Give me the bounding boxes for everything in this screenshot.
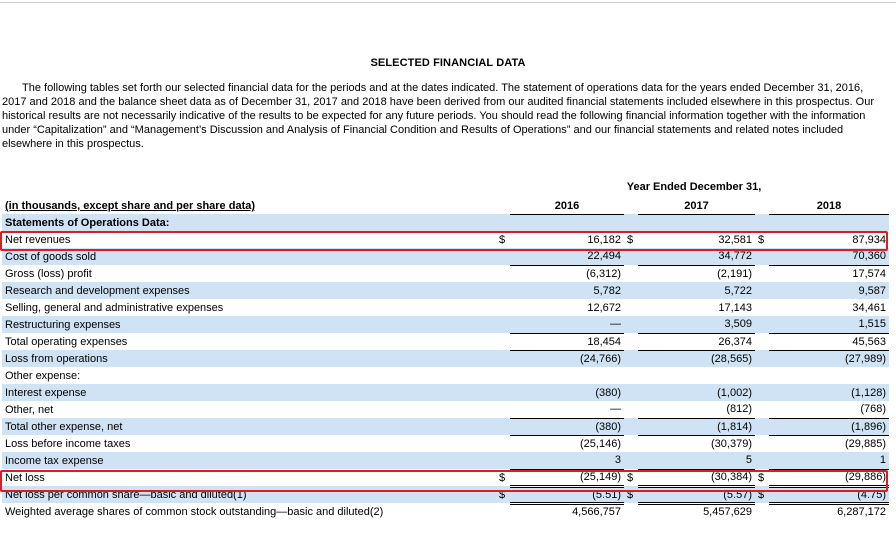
currency-symbol bbox=[624, 282, 638, 299]
currency-symbol bbox=[755, 316, 769, 333]
header-spacer bbox=[755, 198, 769, 214]
value-cell: (1,002) bbox=[638, 384, 755, 401]
row-label: Research and development expenses bbox=[2, 282, 496, 299]
value-cell: 1 bbox=[769, 452, 889, 469]
currency-symbol bbox=[755, 333, 769, 350]
value-cell: 4,566,757 bbox=[572, 506, 621, 519]
value-cell: (25,146) bbox=[510, 435, 624, 452]
value-cell: (27,989) bbox=[769, 350, 889, 367]
currency-symbol bbox=[755, 265, 769, 282]
table-row bbox=[2, 503, 889, 520]
value-cell: 87,934 bbox=[852, 233, 886, 246]
currency-symbol bbox=[624, 435, 638, 452]
row-label: Interest expense bbox=[2, 384, 496, 401]
row-label: Gross (loss) profit bbox=[5, 267, 92, 280]
value-cell bbox=[638, 367, 755, 384]
table-row bbox=[2, 350, 889, 367]
currency-symbol bbox=[496, 282, 510, 299]
currency-symbol bbox=[624, 503, 638, 520]
value-cell: 17,574 bbox=[769, 265, 889, 282]
currency-symbol bbox=[624, 384, 638, 401]
value-cell: 70,360 bbox=[769, 248, 889, 265]
value-cell: 22,494 bbox=[510, 248, 624, 265]
table-row bbox=[2, 282, 889, 299]
value-cell: (24,766) bbox=[510, 350, 624, 367]
row-label: Total other expense, net bbox=[2, 418, 496, 435]
value-cell: 16,182 bbox=[587, 233, 621, 246]
value-cell: 26,374 bbox=[638, 333, 755, 350]
value-cell: (812) bbox=[726, 403, 752, 416]
currency-symbol bbox=[496, 265, 510, 282]
financial-table bbox=[2, 198, 889, 520]
value-cell: (30,384) bbox=[638, 469, 755, 486]
value-cell bbox=[769, 367, 889, 384]
table-row bbox=[2, 231, 889, 248]
value-cell: (28,565) bbox=[638, 350, 755, 367]
value-cell: (5.57) bbox=[638, 486, 755, 503]
value-cell: 5,782 bbox=[510, 282, 624, 299]
value-cell: 45,563 bbox=[769, 333, 889, 350]
currency-symbol bbox=[755, 282, 769, 299]
value-cell: (380) bbox=[510, 384, 624, 401]
period-header: Year Ended December 31, bbox=[626, 181, 762, 193]
table-row bbox=[2, 316, 889, 333]
currency-symbol bbox=[755, 248, 769, 265]
currency-symbol bbox=[496, 248, 510, 265]
currency-symbol bbox=[624, 333, 638, 350]
currency-symbol bbox=[496, 384, 510, 401]
currency-symbol bbox=[624, 452, 638, 469]
currency-symbol bbox=[624, 401, 638, 418]
value-cell: 18,454 bbox=[510, 333, 624, 350]
year-header: 2017 bbox=[638, 198, 755, 214]
value-cell: (6,312) bbox=[510, 265, 624, 282]
header-spacer bbox=[496, 198, 510, 214]
row-label: Loss from operations bbox=[2, 350, 496, 367]
currency-symbol bbox=[755, 452, 769, 469]
table-row bbox=[2, 333, 889, 350]
currency-symbol bbox=[755, 401, 769, 418]
currency-symbol bbox=[755, 435, 769, 452]
currency-symbol: $ bbox=[499, 233, 506, 246]
currency-symbol: $ bbox=[624, 486, 638, 503]
currency-symbol bbox=[755, 418, 769, 435]
table-row bbox=[2, 299, 889, 316]
table-row bbox=[2, 367, 889, 384]
intro-paragraph-text: The following tables set forth our selected financial data for the periods and at the dates indicated. The statement of operations data for the years ended December 31, 2016, 2017 and 2018 and the balance sheet data as of December 31, 2017 and 2018 have been derived from our audited financial statements included elsewhere in this prospectus. Our historical results are not necessarily indicative of the results to be expected for any future periods. You should read the following financial information together with the information under “Capitalization” and “Management’s Discussion and Analysis of Financial Condition and Results of Operations” and our financial statements and related notes included elsewhere in this prospectus. bbox=[2, 82, 875, 150]
currency-symbol bbox=[496, 418, 510, 435]
value-cell: 9,587 bbox=[769, 282, 889, 299]
value-cell: (1,814) bbox=[638, 418, 755, 435]
currency-symbol bbox=[624, 265, 638, 282]
value-cell: (380) bbox=[510, 418, 624, 435]
value-cell: 5 bbox=[638, 452, 755, 469]
value-cell: — bbox=[610, 403, 621, 416]
currency-symbol bbox=[496, 435, 510, 452]
table-row bbox=[2, 469, 889, 486]
value-cell: (2,191) bbox=[638, 265, 755, 282]
row-label: Restructuring expenses bbox=[2, 316, 496, 333]
value-cell: 5,457,629 bbox=[703, 506, 752, 519]
row-label: Net revenues bbox=[5, 233, 71, 246]
currency-symbol bbox=[755, 299, 769, 316]
value-cell bbox=[510, 367, 624, 384]
row-label: Total operating expenses bbox=[5, 335, 128, 348]
currency-symbol bbox=[496, 401, 510, 418]
section-label: Statements of Operations Data: bbox=[2, 214, 496, 231]
intro-paragraph bbox=[2, 81, 890, 151]
value-cell: (1,128) bbox=[769, 384, 889, 401]
year-header: 2016 bbox=[510, 198, 624, 214]
table-row bbox=[2, 486, 889, 503]
table-row bbox=[2, 452, 889, 469]
table-row bbox=[2, 248, 889, 265]
value-cell: 17,143 bbox=[718, 301, 752, 314]
empty-cell bbox=[755, 214, 769, 231]
currency-symbol: $ bbox=[755, 486, 769, 503]
value-cell: 12,672 bbox=[587, 301, 621, 314]
value-cell: (29,885) bbox=[769, 435, 889, 452]
currency-symbol: $ bbox=[758, 233, 765, 246]
page-title: SELECTED FINANCIAL DATA bbox=[370, 57, 526, 69]
currency-symbol: $ bbox=[758, 471, 765, 484]
header-spacer bbox=[624, 198, 638, 214]
row-label: Income tax expense bbox=[2, 452, 496, 469]
empty-cell bbox=[510, 214, 624, 231]
currency-symbol bbox=[624, 350, 638, 367]
currency-symbol: $ bbox=[496, 486, 510, 503]
section-row bbox=[2, 214, 889, 231]
currency-symbol bbox=[755, 367, 769, 384]
value-cell: (768) bbox=[860, 403, 886, 416]
currency-symbol bbox=[496, 367, 510, 384]
value-cell: 1,515 bbox=[769, 316, 889, 333]
currency-symbol bbox=[624, 367, 638, 384]
value-cell: (5.51) bbox=[510, 486, 624, 503]
empty-cell bbox=[496, 214, 510, 231]
row-label: Weighted average shares of common stock outstanding—basic and diluted(2) bbox=[5, 505, 384, 518]
row-label: Net loss bbox=[5, 471, 45, 484]
year-header: 2018 bbox=[769, 198, 889, 214]
table-row bbox=[2, 265, 889, 282]
row-label: Cost of goods sold bbox=[2, 248, 496, 265]
empty-cell bbox=[624, 214, 638, 231]
currency-symbol bbox=[496, 503, 510, 520]
table-row bbox=[2, 384, 889, 401]
row-label: Other expense: bbox=[5, 369, 81, 382]
value-cell: 3 bbox=[510, 452, 624, 469]
value-cell: — bbox=[510, 316, 624, 333]
value-cell: (1,896) bbox=[769, 418, 889, 435]
row-label: Net loss per common share—basic and diluted(1) bbox=[2, 486, 496, 503]
value-cell: (25,149) bbox=[510, 469, 624, 486]
value-cell: 6,287,172 bbox=[837, 506, 886, 519]
currency-symbol bbox=[755, 503, 769, 520]
row-label: Selling, general and administrative expenses bbox=[5, 301, 224, 314]
value-cell: 34,772 bbox=[638, 248, 755, 265]
currency-symbol bbox=[496, 333, 510, 350]
currency-symbol bbox=[624, 248, 638, 265]
currency-symbol: $ bbox=[627, 233, 634, 246]
currency-symbol: $ bbox=[627, 471, 634, 484]
currency-symbol bbox=[496, 299, 510, 316]
value-cell: 5,722 bbox=[638, 282, 755, 299]
currency-symbol bbox=[624, 418, 638, 435]
value-cell: 34,461 bbox=[852, 301, 886, 314]
table-row bbox=[2, 418, 889, 435]
currency-symbol bbox=[624, 316, 638, 333]
top-divider bbox=[0, 2, 896, 3]
currency-symbol bbox=[755, 384, 769, 401]
value-cell: (29,886) bbox=[769, 469, 889, 486]
table-row bbox=[2, 435, 889, 452]
value-cell: 32,581 bbox=[718, 233, 752, 246]
currency-symbol bbox=[496, 452, 510, 469]
unit-label: (in thousands, except share and per share data) bbox=[5, 200, 256, 212]
value-cell: (4.75) bbox=[769, 486, 889, 503]
empty-cell bbox=[638, 214, 755, 231]
currency-symbol: $ bbox=[499, 471, 506, 484]
row-label: Loss before income taxes bbox=[5, 437, 131, 450]
value-cell: 3,509 bbox=[638, 316, 755, 333]
table-header-row bbox=[2, 198, 889, 214]
currency-symbol bbox=[624, 299, 638, 316]
currency-symbol bbox=[496, 350, 510, 367]
empty-cell bbox=[769, 214, 889, 231]
table-row bbox=[2, 401, 889, 418]
row-label: Other, net bbox=[5, 403, 54, 416]
currency-symbol bbox=[496, 316, 510, 333]
value-cell: (30,379) bbox=[638, 435, 755, 452]
currency-symbol bbox=[755, 350, 769, 367]
